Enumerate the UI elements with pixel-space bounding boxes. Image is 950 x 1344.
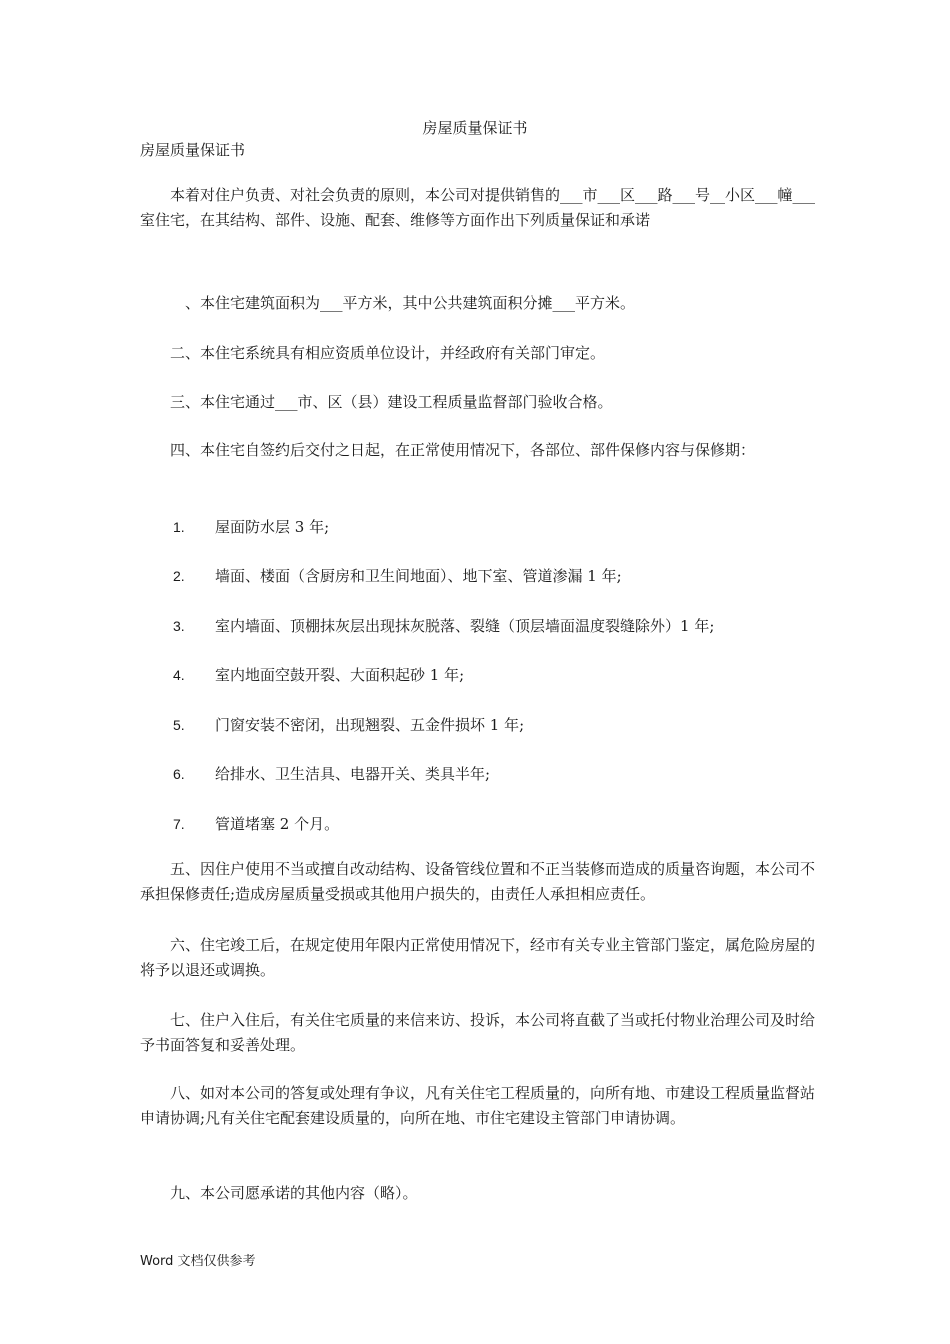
- clause-9: 九、本公司愿承诺的其他内容（略）。: [170, 1184, 418, 1202]
- list-text: 室内地面空鼓开裂、大面积起砂 1 年;: [215, 666, 465, 684]
- list-number: 7.: [173, 816, 185, 832]
- clause-1: 、本住宅建筑面积为___平方米，其中公共建筑面积分摊___平方米。: [185, 294, 636, 312]
- clause-3: 三、本住宅通过___市、区（县）建设工程质量监督部门验收合格。: [170, 393, 613, 411]
- intro-paragraph: 本着对住户负责、对社会负责的原则，本公司对提供销售的___市___区___路___号__小区___幢___室住宅，在其结构、部件、设施、配套、维修等方面作出下列质量保证和承诺: [140, 186, 816, 229]
- clause-5: 五、因住户使用不当或擅自改动结构、设备管线位置和不正当装修而造成的质量咨询题，本公司不承担保修责任;造成房屋质量受损或其他用户损失的，由责任人承担相应责任。: [140, 860, 816, 903]
- list-number: 6.: [173, 766, 185, 782]
- clause-7: 七、住户入住后，有关住宅质量的来信来访、投诉，本公司将直截了当或托付物业治理公司及时给予书面答复和妥善处理。: [140, 1011, 816, 1054]
- list-item: [173, 812, 813, 837]
- document-subtitle: 房屋质量保证书: [140, 141, 246, 159]
- list-item: [173, 762, 813, 787]
- list-item: [173, 614, 813, 639]
- list-item: [173, 515, 813, 540]
- clause-2: 二、本住宅系统具有相应资质单位设计，并经政府有关部门审定。: [170, 344, 606, 362]
- list-text: 墙面、楼面（含厨房和卫生间地面）、地下室、管道渗漏 1 年;: [215, 567, 622, 585]
- list-number: 2.: [173, 568, 185, 584]
- list-number: 5.: [173, 717, 185, 733]
- list-text: 室内墙面、顶棚抹灰层出现抹灰脱落、裂缝（顶层墙面温度裂缝除外）1 年;: [215, 617, 715, 635]
- list-text: 管道堵塞 2 个月。: [215, 815, 340, 833]
- list-item: [173, 713, 813, 738]
- list-text: 屋面防水层 3 年;: [215, 518, 330, 536]
- list-number: 3.: [173, 618, 185, 634]
- list-item: [173, 564, 813, 589]
- list-text: 门窗安装不密闭，出现翘裂、五金件损坏 1 年;: [215, 716, 525, 734]
- list-text: 给排水、卫生洁具、电器开关、类具半年;: [215, 765, 491, 783]
- clause-8: 八、如对本公司的答复或处理有争议，凡有关住宅工程质量的，向所有地、市建设工程质量监督站申请协调;凡有关住宅配套建设质量的，向所在地、市住宅建设主管部门申请协调。: [140, 1084, 816, 1127]
- footer-note: Word 文档仅供参考: [140, 1254, 256, 1269]
- list-item: [173, 663, 813, 688]
- clause-4: 四、本住宅自签约后交付之日起，在正常使用情况下，各部位、部件保修内容与保修期：: [170, 441, 756, 459]
- document-title: 房屋质量保证书: [422, 119, 528, 137]
- list-number: 1.: [173, 519, 185, 535]
- list-number: 4.: [173, 667, 185, 683]
- clause-6: 六、住宅竣工后，在规定使用年限内正常使用情况下，经市有关专业主管部门鉴定，属危险房屋的将予以退还或调换。: [140, 936, 816, 979]
